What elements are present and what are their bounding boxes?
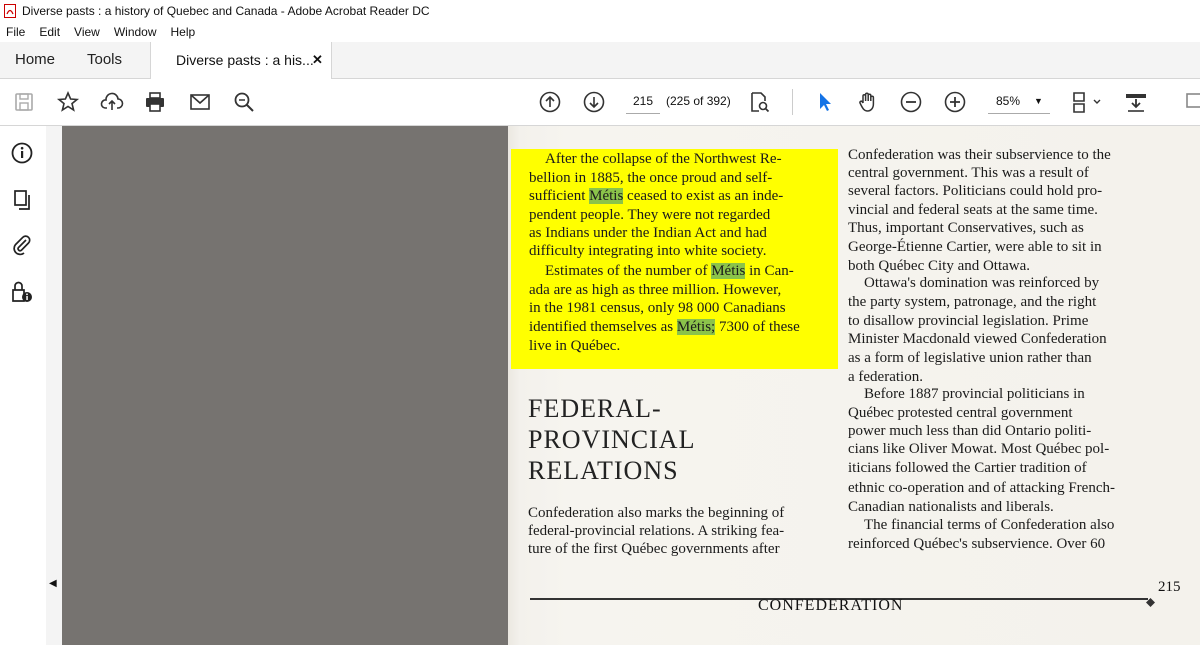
navigation-panel: [0, 126, 47, 645]
security-icon[interactable]: [9, 279, 35, 305]
text-line: power much less than did Ontario politi-: [848, 423, 1092, 439]
text-line: federal-provincial relations. A striking fea-: [528, 523, 785, 539]
search-hit-highlight: Métis;: [676, 319, 716, 335]
search-hit-highlight: Métis: [711, 263, 746, 279]
text-line: Before 1887 provincial politicians in: [864, 386, 1085, 402]
email-icon[interactable]: [186, 88, 214, 116]
running-footer: CONFEDERATION: [758, 597, 904, 614]
section-heading: FEDERAL-: [528, 394, 662, 423]
menu-bar: [0, 22, 1200, 42]
tab-bar: [0, 42, 1200, 79]
text-line: ada are as high as three million. However,: [529, 282, 782, 298]
text-line: ture of the first Québec governments after: [528, 541, 780, 557]
text-line: vincial and federal seats at the same time.: [848, 202, 1098, 218]
text-line: bellion in 1885, the once proud and self-: [529, 170, 773, 186]
menu-file[interactable]: File: [6, 25, 26, 39]
toolbar: [0, 79, 1200, 126]
text-line: Ottawa's domination was reinforced by: [864, 275, 1100, 291]
menu-edit[interactable]: Edit: [39, 25, 61, 39]
toolbar-separator: [792, 89, 793, 115]
pdf-page: [508, 126, 1200, 645]
acrobat-pdf-icon: [4, 4, 16, 18]
tab-tools[interactable]: Tools: [87, 51, 123, 68]
text-line: Estimates of the number of Métis in Can-: [545, 263, 794, 279]
page-number-input[interactable]: 215: [626, 89, 660, 114]
document-viewer[interactable]: [62, 126, 1200, 645]
text-line: Confederation was their subservience to the: [848, 147, 1111, 163]
text-line: pendent people. They were not regarded: [529, 207, 771, 223]
text-line: identified themselves as Métis; 7300 of these: [529, 319, 800, 335]
close-tab-icon[interactable]: ✕: [312, 52, 323, 67]
text-line: Québec protested central government: [848, 405, 1073, 421]
menu-help[interactable]: Help: [170, 25, 196, 39]
text-line: as a form of legislative union rather than: [848, 350, 1092, 366]
collapse-arrow-icon[interactable]: ◀: [49, 578, 57, 589]
text-line: George-Étienne Cartier, were able to sit in: [848, 239, 1102, 255]
comment-icon[interactable]: [1184, 88, 1200, 116]
attachment-icon[interactable]: [9, 232, 35, 258]
tab-document-label: Diverse pasts : a his...: [176, 52, 314, 68]
text-line: a federation.: [848, 369, 923, 385]
page-number-label: 215: [1158, 579, 1181, 595]
search-zoom-icon[interactable]: [230, 88, 258, 116]
text-line: The financial terms of Confederation also: [864, 517, 1115, 533]
pages-icon[interactable]: [9, 187, 35, 213]
page-down-icon[interactable]: [580, 88, 608, 116]
text-line: Canadian nationalists and liberals.: [848, 499, 1054, 515]
tab-home[interactable]: Home: [15, 51, 56, 68]
chevron-down-icon: ▼: [1034, 96, 1043, 106]
info-icon[interactable]: [9, 140, 35, 166]
text-line: cians like Oliver Mowat. Most Québec pol-: [848, 441, 1110, 457]
text-line: Confederation also marks the beginning of: [528, 505, 785, 521]
section-heading: RELATIONS: [528, 456, 679, 485]
page-count: (225 of 392): [666, 94, 731, 108]
title-bar: [0, 0, 1200, 22]
text-line: central government. This was a result of: [848, 165, 1089, 181]
text-line: both Québec City and Ottawa.: [848, 258, 1031, 274]
zoom-in-icon[interactable]: [941, 88, 969, 116]
panel-collapse-strip[interactable]: [46, 126, 62, 645]
menu-view[interactable]: View: [74, 25, 100, 39]
upload-icon[interactable]: [98, 88, 126, 116]
section-heading: PROVINCIAL: [528, 425, 696, 454]
text-line: in the 1981 census, only 98 000 Canadians: [529, 300, 786, 316]
text-line: Thus, important Conservatives, such as: [848, 220, 1084, 236]
scroll-mode-icon[interactable]: [1122, 88, 1150, 116]
bookmark-star-icon[interactable]: [54, 88, 82, 116]
text-line: the party system, patronage, and the right: [848, 294, 1097, 310]
text-line: After the collapse of the Northwest Re-: [545, 151, 782, 167]
print-icon[interactable]: [141, 88, 169, 116]
text-line: as Indians under the Indian Act and had: [529, 225, 767, 241]
text-line: reinforced Québec's subservience. Over 60: [848, 536, 1106, 552]
menu-window[interactable]: Window: [113, 25, 157, 39]
page-find-icon[interactable]: [745, 88, 773, 116]
zoom-out-icon[interactable]: [897, 88, 925, 116]
save-icon[interactable]: [10, 88, 38, 116]
select-cursor-icon[interactable]: [810, 88, 838, 116]
text-line: iticians followed the Cartier tradition of: [848, 460, 1087, 476]
page-up-icon[interactable]: [536, 88, 564, 116]
tab-document[interactable]: [150, 42, 332, 79]
text-line: sufficient Métis ceased to exist as an inde-: [529, 188, 784, 204]
text-line: to disallow provincial legislation. Prime: [848, 313, 1089, 329]
search-hit-highlight: Métis: [589, 188, 624, 204]
text-line: Minister Macdonald viewed Confederation: [848, 331, 1107, 347]
window-title: Diverse pasts : a history of Quebec and Canada - Adobe Acrobat Reader DC: [22, 4, 430, 18]
text-line: difficulty integrating into white society.: [529, 243, 767, 259]
hand-icon[interactable]: [854, 88, 882, 116]
footer-diamond: [1146, 594, 1155, 603]
text-line: live in Québec.: [529, 338, 621, 354]
zoom-value: 85%: [996, 94, 1021, 108]
zoom-select[interactable]: [988, 89, 1050, 114]
text-line: several factors. Politicians could hold pro-: [848, 183, 1103, 199]
page-fit-icon[interactable]: [1066, 88, 1106, 116]
text-line: ethnic co-operation and of attacking French-: [848, 480, 1115, 496]
